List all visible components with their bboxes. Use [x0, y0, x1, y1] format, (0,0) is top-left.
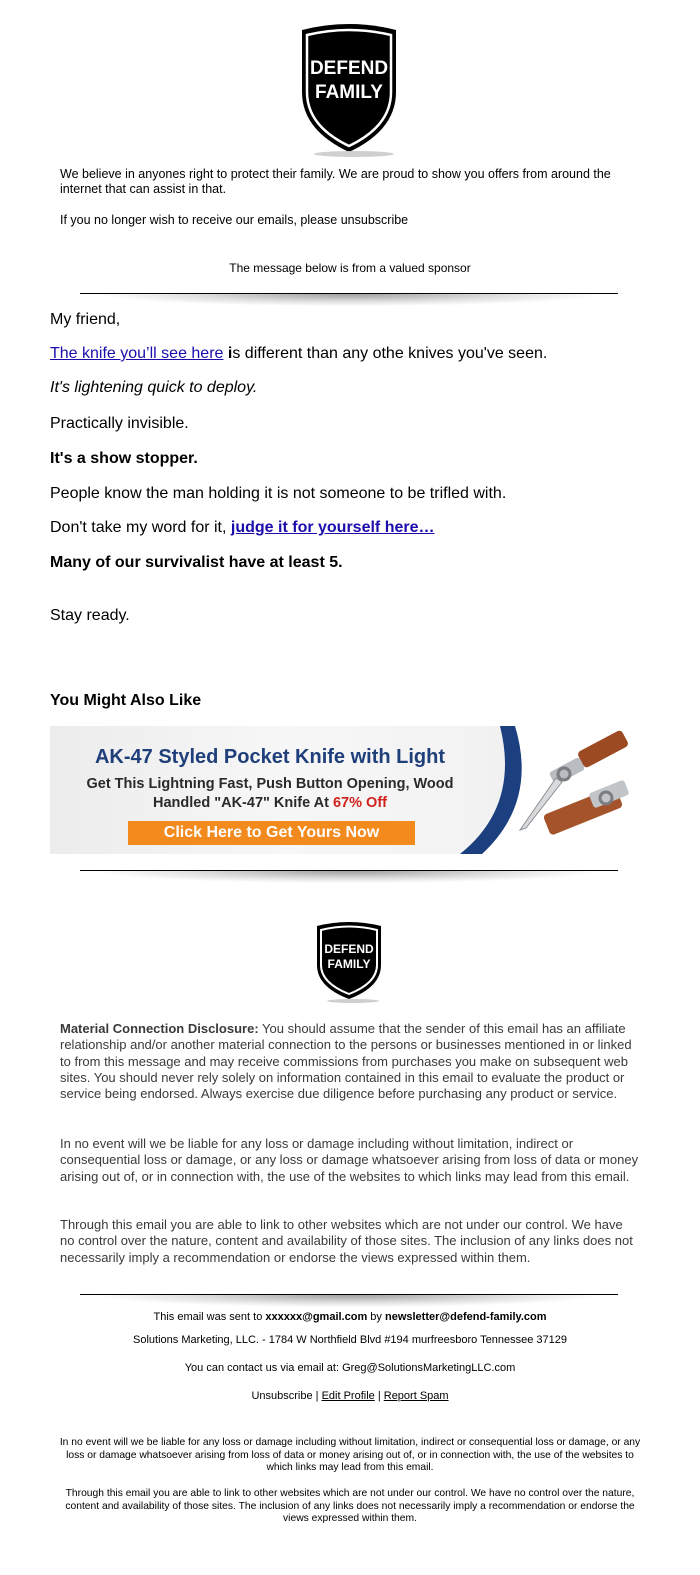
survivalist-text: Many of our survivalist have at least 5.	[50, 554, 343, 571]
knife-paragraph	[50, 344, 670, 364]
show-stopper-text: It's a show stopper.	[50, 450, 198, 467]
defend-family-logo-small	[313, 921, 385, 1003]
liability-notice: In no event will we be liable for any loss or damage including without limitation, indirect or consequential loss or damage, or any loss or damage whatsoever arising from loss of data or money arising out of, or in connection with, the use of the websites to which links may lead from this email.	[60, 1136, 639, 1184]
logo-small-text-defend: DEFEND	[324, 942, 374, 956]
knife-link[interactable]: The knife you’ll see here	[50, 345, 224, 362]
disclosure-label: Material Connection Disclosure:	[60, 1021, 259, 1036]
unsubscribe-notice	[60, 213, 650, 228]
footer-links	[0, 1390, 700, 1403]
recipient-email: xxxxxx@gmail.com	[265, 1311, 368, 1323]
disclosure-text: You should assume that the sender of this email has an affiliate relationship and/or another material connection to the persons or businesses mentioned in or linked to from this message and may receive commissions from purchases you make on subsequent web sites. You should never rely solely on information contained in this email to evaluate the product or service being endorsed. Always exercise due diligence before purchasing any product or service.	[60, 1021, 632, 1102]
sponsor-note: The message below is from a valued sponsor	[229, 261, 471, 275]
greeting: My friend,	[50, 311, 121, 328]
footer-separator: |	[315, 1390, 319, 1402]
banner-discount: 67% Off	[332, 795, 387, 811]
logo-text-family: FAMILY	[315, 82, 383, 103]
divider	[80, 293, 618, 294]
report-spam-link[interactable]: Report Spam	[383, 1390, 449, 1402]
judge-paragraph	[50, 518, 670, 538]
company-address: Solutions Marketing, LLC. - 1784 W Northfield Blvd #194 murfreesboro Tennessee 37129	[133, 1334, 567, 1346]
sent-by: by	[370, 1311, 382, 1323]
logo-text-defend: DEFEND	[309, 58, 389, 79]
banner-subtitle	[50, 775, 490, 813]
logo-small-text-family: FAMILY	[327, 957, 371, 971]
mission-statement: We believe in anyones right to protect their family. We are proud to show you offers from around the internet that can assist in that.	[60, 167, 611, 196]
unsubscribe-link[interactable]: unsubscribe	[340, 213, 409, 227]
banner-line-2	[50, 794, 490, 813]
people-text: People know the man holding it is not someone to be trifled with.	[50, 485, 507, 502]
also-like-heading: You Might Also Like	[50, 692, 202, 709]
knife-product-image	[460, 726, 638, 854]
footer-disclaimer-links: Through this email you are able to link to other websites which are not under our control. We have no control over the nature, content and availability of those sites. The inclusion of any links does not necessarily imply a recommendation or endorse the views expressed within them.	[65, 1488, 635, 1525]
unsubscribe-prefix: If you no longer wish to receive our emails, please	[60, 213, 338, 227]
divider	[80, 1294, 618, 1295]
defend-family-logo	[292, 22, 406, 158]
material-disclosure	[60, 1021, 640, 1102]
banner-line-1: Get This Lightning Fast, Push Button Opening, Wood	[86, 776, 454, 792]
invisible-text: Practically invisible.	[50, 415, 189, 432]
quick-deploy-text: It's lightening quick to deploy.	[50, 379, 258, 396]
contact-line: You can contact us via email at: Greg@SolutionsMarketingLLC.com	[184, 1362, 516, 1374]
banner-cta-button[interactable]: Click Here to Get Yours Now	[128, 821, 415, 845]
judge-prefix: Don't take my word for it,	[50, 519, 227, 536]
stay-ready-text: Stay ready.	[50, 607, 130, 624]
judge-link[interactable]: judge it for yourself here…	[230, 519, 435, 536]
sent-prefix: This email was sent to	[153, 1311, 263, 1323]
knife-promo-banner[interactable]	[50, 726, 638, 854]
divider	[80, 870, 618, 871]
sender-email: newsletter@defend-family.com	[384, 1311, 547, 1323]
footer-unsubscribe-link[interactable]: Unsubscribe	[251, 1390, 313, 1402]
knife-rest-text: s different than any othe knives you've seen.	[232, 345, 548, 362]
banner-line-2-text: Handled "AK-47" Knife At	[153, 795, 329, 811]
sent-to-line	[0, 1311, 700, 1324]
banner-title: AK-47 Styled Pocket Knife with Light	[94, 746, 446, 768]
edit-profile-link[interactable]: Edit Profile	[321, 1390, 375, 1402]
external-links-notice: Through this email you are able to link to other websites which are not under our control. We have no control over the nature, content and availability of those sites. The inclusion of any links does not necessarily imply a recommendation or endorse the views expressed within them.	[60, 1217, 633, 1265]
knife-bold-letter: i	[227, 345, 233, 362]
footer-separator: |	[377, 1390, 381, 1402]
footer-disclaimer-liability: In no event will we be liable for any loss or damage including without limitation, indirect or consequential loss or damage, or any loss or damage whatsoever arising from loss of data or money arising out of, or in connection with, the use of the websites to which links may lead from this email.	[59, 1437, 641, 1474]
